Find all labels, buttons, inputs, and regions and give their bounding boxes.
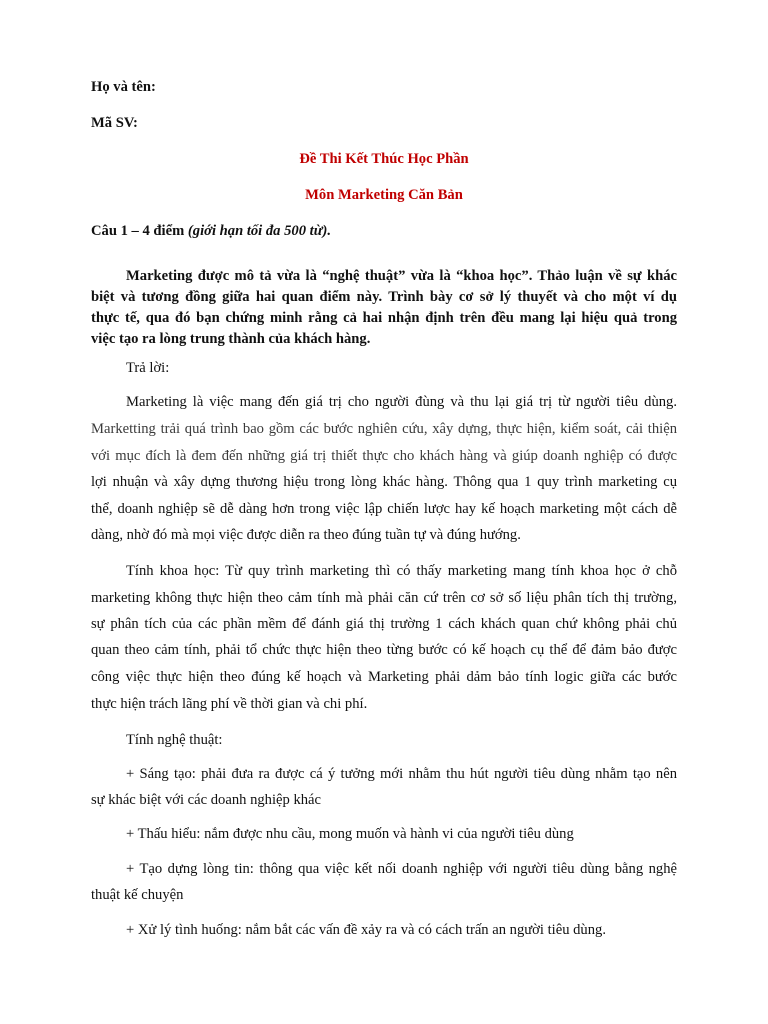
question-line: biệt và tương đồng giữa hai quan điểm này. Trình bày cơ sở lý thuyết và cho một ví dụ: [91, 289, 677, 305]
question-number: Câu 1 – 4 điểm: [91, 223, 185, 239]
science-line: thực hiện trách lãng phí về thời gian và chi phí.: [91, 696, 368, 712]
name-label: Họ và tên:: [91, 79, 156, 95]
art-item-creativity: + Sáng tạo: phải đưa ra được cá ý tưởng mới nhằm thu hút người tiêu dùng nhằm tạo nên: [126, 766, 677, 782]
art-item-trust: + Tạo dựng lòng tin: thông qua việc kết nối doanh nghiệp với người tiêu dùng bằng nghệ: [126, 861, 677, 877]
science-line: sự phân tích của các phần mềm để đánh giá thị trường 1 cách khách quan chứ không phải chủ: [91, 616, 677, 632]
science-line: marketing không thực hiện theo cảm tính mà phải căn cứ trên cơ sở số liệu phân tích thị trường,: [91, 590, 677, 606]
art-item-creativity-cont: sự khác biệt với các doanh nghiệp khác: [91, 792, 321, 808]
answer-label: Trả lời:: [126, 360, 170, 376]
answer-line: lợi nhuận và xây dựng thương hiệu trong lòng khác hàng. Thông qua 1 quy trình marketing cụ: [91, 474, 677, 490]
answer-line: Marketting trải quá trình bao gồm các bước nghiên cứu, xây dựng, thực hiện, kiểm soát, cải thiện: [91, 421, 677, 437]
course-title: Môn Marketing Căn Bản: [305, 187, 463, 203]
answer-line: với mục đích là đem đến những giá trị thiết thực cho khách hàng và giúp doanh nghiệp có được: [91, 448, 677, 464]
question-line: thực tế, qua đó bạn chứng minh rằng cả hai nhận định trên đều mang lại hiệu quả trong: [91, 310, 677, 326]
student-id-label: Mã SV:: [91, 115, 138, 131]
science-line: công việc thực hiện theo đúng kế hoạch và Marketing phải dảm bảo tính logic giữa các bước: [91, 669, 677, 685]
question-line: Marketing được mô tả vừa là “nghệ thuật” vừa là “khoa học”. Thảo luận về sự khác: [126, 268, 677, 284]
answer-line: thể, doanh nghiệp sẽ dễ dàng hơn trong việc lập chiến lược hay kế hoạch marketing một cách dễ: [91, 501, 677, 517]
science-line: quan theo cảm tính, phải tổ chức thực hiện theo từng bước có kế hoạch cụ thể để đảm bảo được: [91, 642, 677, 658]
art-label: Tính nghệ thuật:: [126, 732, 223, 748]
art-item-trust-cont: thuật kế chuyện: [91, 887, 184, 903]
question-heading: [91, 222, 677, 240]
art-item-insight: + Thấu hiểu: nắm được nhu cầu, mong muốn và hành vi của người tiêu dùng: [126, 826, 574, 842]
science-line: Tính khoa học: Từ quy trình marketing thì có thấy marketing mang tính khoa học ở chỗ: [126, 563, 677, 579]
answer-line: Marketing là việc mang đến giá trị cho người đùng và thu lại giá trị từ người tiêu dùng.: [126, 394, 677, 410]
exam-title: Đề Thi Kết Thúc Học Phần: [299, 151, 469, 167]
question-word-limit: (giới hạn tối đa 500 từ).: [187, 223, 331, 239]
question-line: việc tạo ra lòng trung thành của khách hàng.: [91, 331, 371, 347]
art-item-situation: + Xử lý tình huống: nắm bắt các vấn đề xảy ra và có cách trấn an người tiêu dùng.: [126, 922, 606, 938]
answer-line: dàng, nhờ đó mà mọi việc được diễn ra theo đúng tuần tự và đúng hướng.: [91, 527, 521, 543]
